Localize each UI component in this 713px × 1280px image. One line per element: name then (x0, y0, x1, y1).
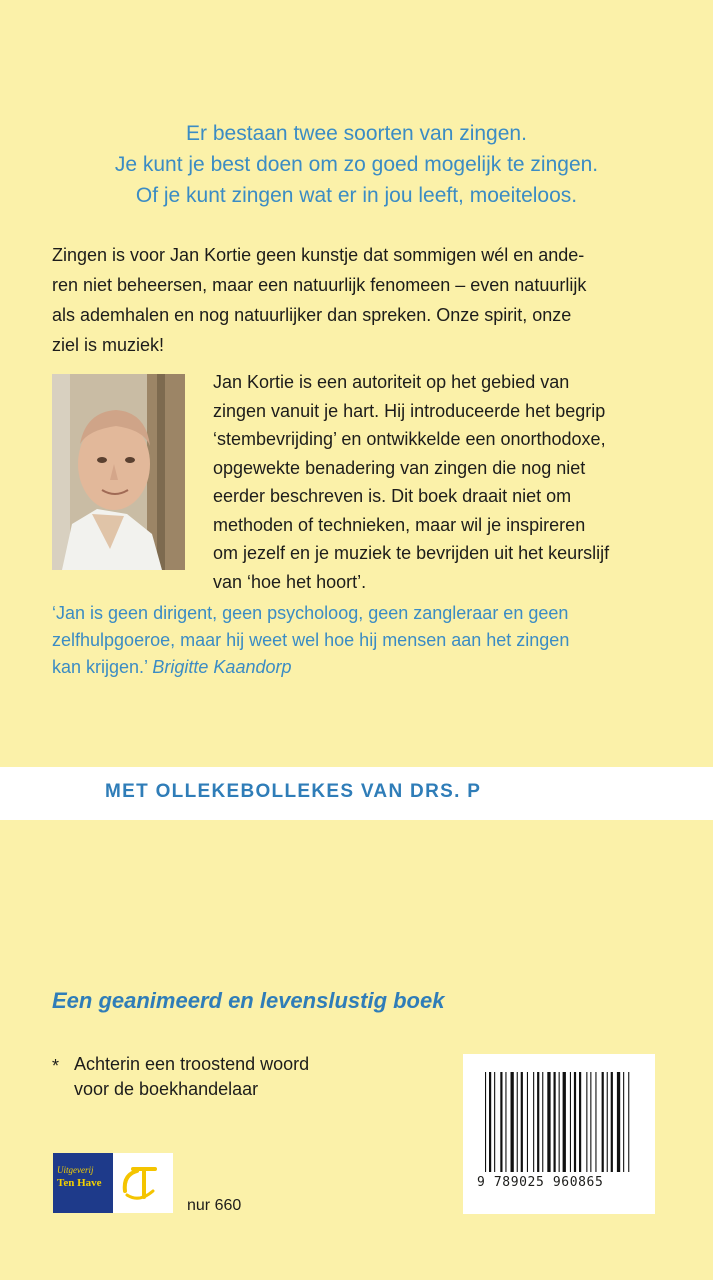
review-quote (52, 600, 672, 681)
author-photo (52, 374, 185, 570)
publisher-line1: Uitgeverij (57, 1165, 94, 1175)
barcode-bar (537, 1072, 539, 1172)
barcode-bar (500, 1072, 502, 1172)
barcode-bar (574, 1072, 576, 1172)
quote-last-line: kan krijgen.’ (52, 657, 148, 677)
barcode-bar (547, 1072, 550, 1172)
barcode-bar (527, 1072, 528, 1172)
note-line: Achterin een troostend woord (74, 1054, 310, 1074)
barcode-bar (602, 1072, 604, 1172)
barcode-bar (511, 1072, 514, 1172)
white-band (0, 767, 713, 820)
note-line: voor de boekhandelaar (74, 1079, 259, 1099)
barcode-bar (489, 1072, 491, 1172)
quote-line: zelfhulpgoeroe, maar hij weet wel hoe hij mensen aan het zingen (52, 630, 570, 650)
publisher-mark-icon (119, 1161, 163, 1205)
tagline: Een geanimeerd en levenslustig boek (52, 988, 445, 1013)
barcode-bar (570, 1072, 571, 1172)
intro-line: Er bestaan twee soorten van zingen. (186, 122, 527, 145)
barcode-bar (485, 1072, 486, 1172)
barcode-bar (521, 1072, 523, 1172)
barcode-bar (494, 1072, 495, 1172)
paragraph-line: ren niet beheersen, maar een natuurlijk fenomeen – even natuurlijk (52, 275, 587, 295)
band-text: MET OLLEKEBOLLEKES VAN DRS. P (105, 781, 482, 802)
barcode-bar (579, 1072, 581, 1172)
barcode-bar (533, 1072, 534, 1172)
bio-line: ‘stembevrijding’ en ontwikkelde een onorthodoxe, (213, 429, 606, 449)
barcode-bar (617, 1072, 620, 1172)
publisher-line2: Ten Have (57, 1177, 102, 1189)
description-paragraph (52, 240, 672, 360)
note-text (74, 1052, 309, 1102)
barcode-bar (623, 1072, 624, 1172)
barcode-bars (481, 1072, 637, 1172)
paragraph-line: Zingen is voor Jan Kortie geen kunstje dat sommigen wél en ande- (52, 245, 585, 265)
barcode-bar (542, 1072, 543, 1172)
intro-line: Of je kunt zingen wat er in jou leeft, moeiteloos. (135, 184, 578, 207)
barcode-bar (563, 1072, 566, 1172)
author-bio (213, 368, 673, 596)
asterisk-icon: * (52, 1056, 60, 1076)
paragraph-line: als ademhalen en nog natuurlijker dan spreken. Onze spirit, onze (52, 305, 572, 325)
intro-heading (0, 118, 713, 211)
quote-author: Brigitte Kaandorp (152, 657, 292, 677)
barcode (463, 1054, 655, 1214)
barcode-bar (517, 1072, 518, 1172)
publisher-logo-badge (53, 1153, 113, 1213)
bio-line: om jezelf en je muziek te bevrijden uit het keurslijf (213, 543, 610, 563)
barcode-bar (611, 1072, 613, 1172)
intro-line: Je kunt je best doen om zo goed mogelijk te zingen. (114, 153, 599, 176)
paragraph-line: ziel is muziek! (52, 335, 165, 355)
barcode-bar (559, 1072, 560, 1172)
barcode-bar (554, 1072, 556, 1172)
quote-line (52, 654, 672, 681)
bio-line: van ‘hoe het hoort’. (213, 571, 367, 592)
bio-line: zingen vanuit je hart. Hij introduceerde het begrip (213, 400, 606, 421)
bio-line: opgewekte benadering van zingen die nog niet (213, 457, 586, 478)
barcode-bar (628, 1072, 629, 1172)
barcode-bar (607, 1072, 608, 1172)
barcode-bar (595, 1072, 596, 1172)
barcode-bar (590, 1072, 591, 1172)
quote-line: ‘Jan is geen dirigent, geen psycholoog, geen zangleraar en geen (52, 603, 569, 623)
bio-line: methoden of technieken, maar wil je inspireren (213, 514, 586, 535)
nur-code: nur 660 (187, 1197, 242, 1214)
isbn-number: 9 789025 960865 (477, 1175, 604, 1190)
publisher-logo (53, 1153, 173, 1213)
barcode-bar (586, 1072, 587, 1172)
bio-line: Jan Kortie is een autoriteit op het gebied van (213, 372, 570, 392)
barcode-bar (505, 1072, 506, 1172)
bio-line: eerder beschreven is. Dit boek draait niet om (213, 486, 572, 506)
